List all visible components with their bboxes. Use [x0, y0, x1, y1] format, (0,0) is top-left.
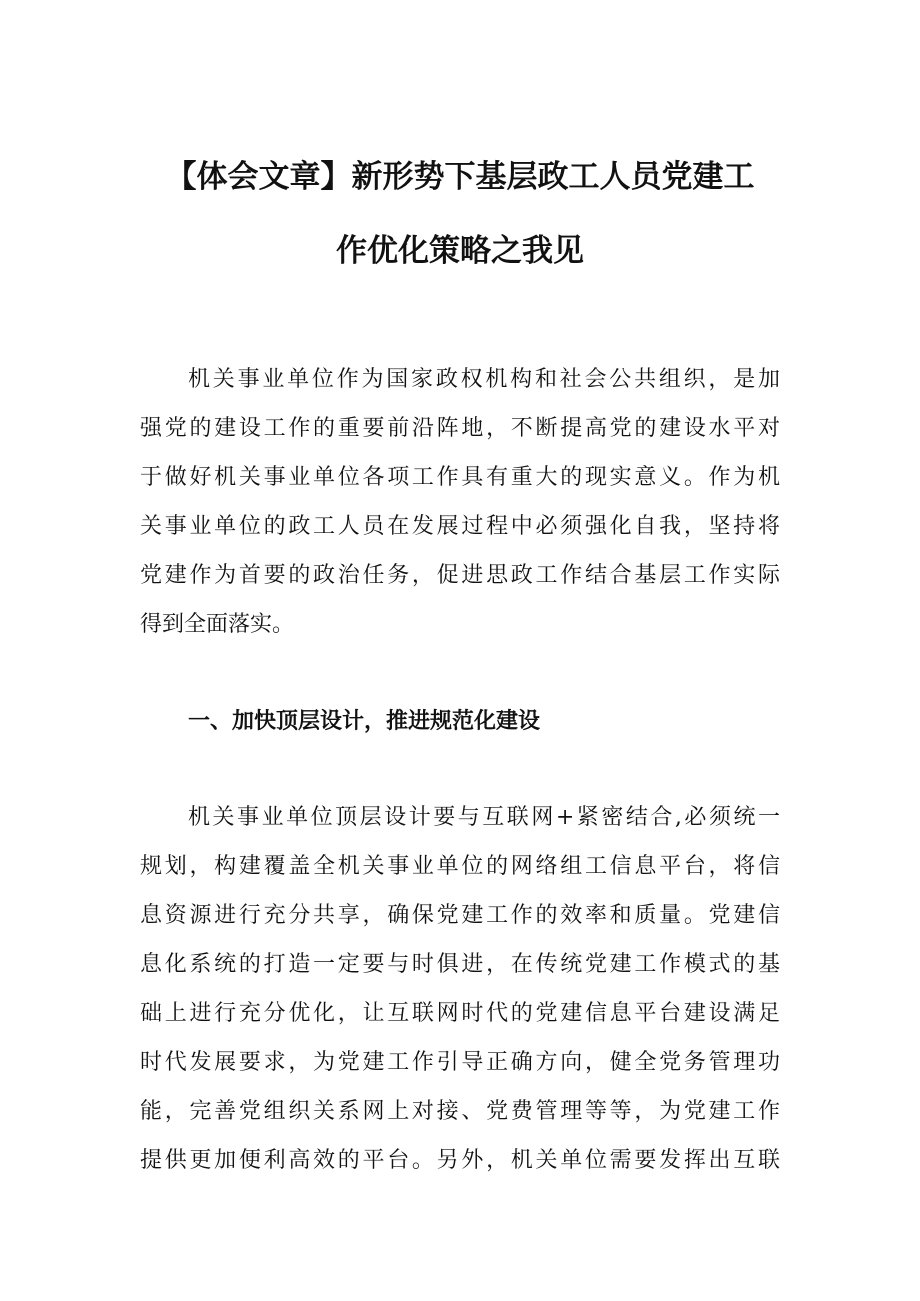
paragraph-line: 能，完善党组织关系网上对接、党费管理等等，为党建工作: [140, 1099, 780, 1124]
document-title-line-1: 【体会文章】新形势下基层政工人员党建工: [165, 159, 755, 195]
paragraph-line: 规划，构建覆盖全机关事业单位的网络组工信息平台，将信: [140, 854, 780, 879]
paragraph-line: 关事业单位的政工人员在发展过程中必须强化自我，坚持将: [140, 514, 780, 539]
paragraph-line: 于做好机关事业单位各项工作具有重大的现实意义。作为机: [140, 465, 780, 490]
paragraph-line: 提供更加便利高效的平台。另外，机关单位需要发挥出互联: [140, 1148, 780, 1173]
paragraph-line: 得到全面落实。: [140, 612, 295, 637]
paragraph-line: 机关事业单位作为国家政权机构和社会公共组织，是加: [188, 367, 780, 392]
paragraph-line: 息化系统的打造一定要与时俱进，在传统党建工作模式的基: [140, 952, 780, 977]
paragraph-line: 础上进行充分优化，让互联网时代的党建信息平台建设满足: [140, 1001, 780, 1026]
paragraph-line: 强党的建设工作的重要前沿阵地，不断提高党的建设水平对: [140, 416, 780, 441]
document-title-line-2: 作优化策略之我见: [336, 233, 584, 269]
paragraph-line: 时代发展要求，为党建工作引导正确方向，健全党务管理功: [140, 1050, 780, 1075]
section-heading: 一、加快顶层设计，推进规范化建设: [188, 709, 541, 734]
paragraph-line: 息资源进行充分共享，确保党建工作的效率和质量。党建信: [140, 903, 780, 928]
paragraph-line: 机关事业单位顶层设计要与互联网+紧密结合,必须统一: [188, 805, 780, 830]
paragraph-line: 党建作为首要的政治任务，促进思政工作结合基层工作实际: [140, 563, 780, 588]
